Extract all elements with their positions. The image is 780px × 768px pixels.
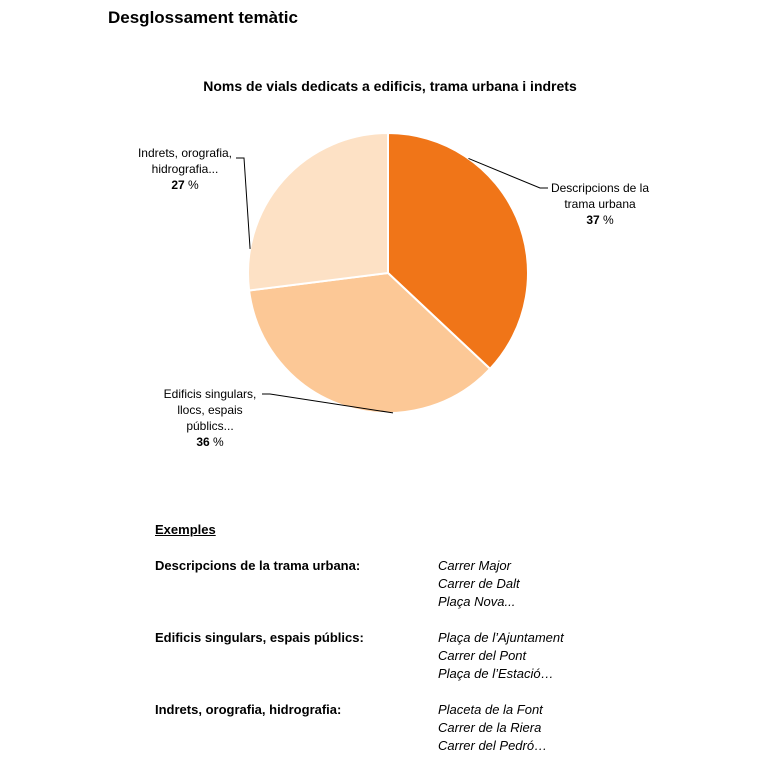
pie-slice-indrets — [248, 133, 388, 291]
slice-value: 36 — [196, 435, 210, 449]
example-item: Carrer de la Riera — [438, 720, 542, 735]
example-item: Plaça de l’Estació… — [438, 666, 554, 681]
page-heading: Desglossament temàtic — [108, 8, 298, 27]
example-item: Plaça de l’Ajuntament — [438, 630, 564, 645]
slice-label-trama-urbana: Descripcions de la trama urbana 37 % — [550, 181, 650, 227]
example-item: Plaça Nova... — [438, 594, 516, 609]
slice-value: 37 — [586, 213, 600, 227]
slice-label-indrets: Indrets, orografia, hidrografia... 27 % — [137, 146, 233, 192]
example-list — [438, 557, 520, 611]
example-list — [438, 701, 547, 755]
example-category: Edificis singulars, espais públics: — [155, 630, 364, 645]
example-item: Carrer del Pont — [438, 648, 527, 663]
example-item: Carrer de Dalt — [438, 576, 520, 591]
example-list — [438, 629, 564, 683]
slice-value: 27 — [171, 178, 185, 192]
example-item: Carrer del Pedró… — [438, 738, 548, 753]
examples-heading: Exemples — [155, 522, 216, 537]
slice-label-edificis: Edificis singulars, llocs, espais públics... 36 % — [163, 387, 257, 449]
chart-title: Noms de vials dedicats a edificis, trama urbana i indrets — [203, 78, 577, 94]
example-category: Indrets, orografia, hidrografia: — [155, 702, 342, 717]
example-item: Placeta de la Font — [438, 702, 543, 717]
example-item: Carrer Major — [438, 558, 511, 573]
example-category: Descripcions de la trama urbana: — [155, 558, 361, 573]
